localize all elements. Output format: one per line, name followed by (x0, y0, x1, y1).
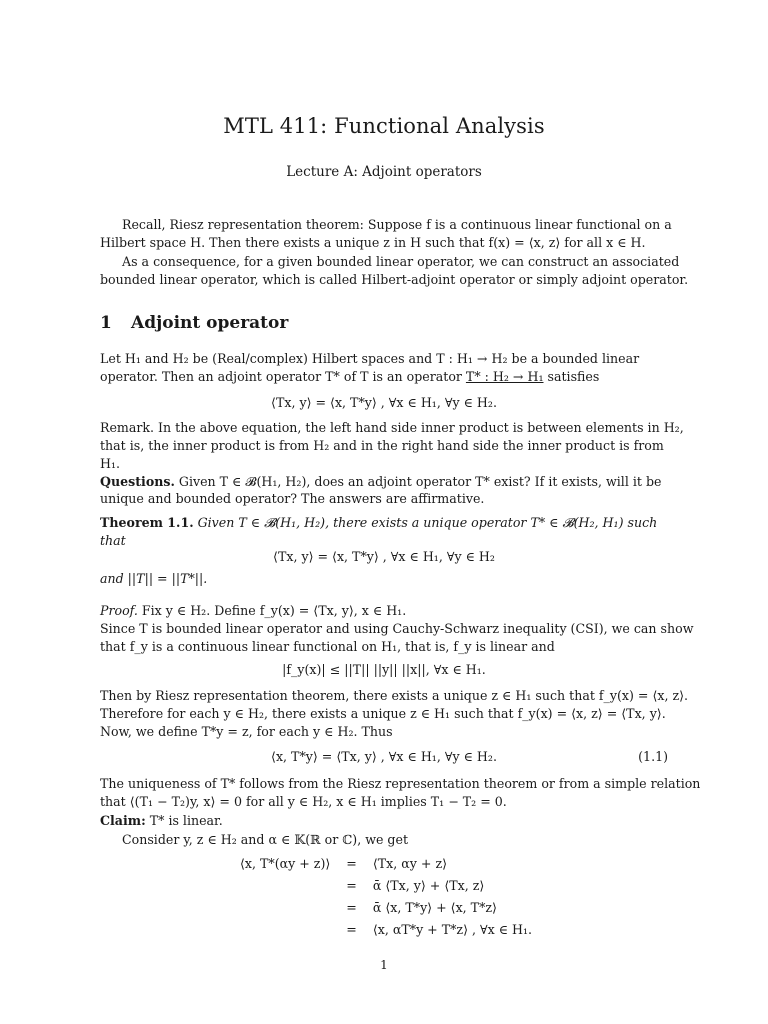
derivation-row (236, 852, 536, 874)
derivation-lhs (236, 874, 342, 896)
derivation-rhs: ᾱ ⟨Tx, y⟩ + ⟨Tx, z⟩ (372, 877, 485, 893)
section-heading (100, 313, 288, 333)
questions-line: unique and bounded operator? The answers are affirmative. (100, 491, 485, 506)
derivation-row (236, 874, 536, 896)
intro-line: As a consequence, for a given bounded linear operator, we can construct an associated (122, 254, 680, 269)
remark-line: Remark. In the above equation, the left hand side inner product is between elements in H₂, (100, 420, 684, 435)
remark-line: that is, the inner product is from H₂ and in the right hand side the inner product is from (100, 438, 664, 453)
proof-label: Proof. (100, 603, 138, 618)
proof-line: that ⟨(T₁ − T₂)y, x⟩ = 0 for all y ∈ H₂, x ∈ H₁ implies T₁ − T₂ = 0. (100, 794, 507, 809)
page-title: MTL 411: Functional Analysis (223, 114, 545, 138)
theorem-line: that (100, 533, 126, 548)
linearity-derivation (236, 852, 536, 940)
derivation-rhs: ᾱ ⟨x, T*y⟩ + ⟨x, T*z⟩ (372, 899, 497, 915)
page-number: 1 (380, 958, 388, 972)
claim-line (100, 812, 668, 830)
proof-line (100, 602, 668, 620)
derivation-relation: = (346, 855, 357, 871)
derivation-row (236, 896, 536, 918)
derivation-relation: = (346, 899, 357, 915)
section-number: 1 (100, 313, 112, 333)
equation-body: ⟨x, T*y⟩ = ⟨Tx, y⟩ , ∀x ∈ H₁, ∀y ∈ H₂. (271, 749, 497, 764)
definition-text: satisfies (543, 369, 600, 384)
theorem-text: Given T ∈ 𝓑(H₁, H₂), there exists a unique operator T* ∈ 𝓑(H₂, H₁) such (193, 515, 658, 530)
claim-label: Claim: (100, 813, 146, 828)
section-title: Adjoint operator (131, 313, 289, 333)
derivation-lhs (236, 896, 342, 918)
derivation-relation: = (346, 877, 357, 893)
questions-label: Questions. (100, 474, 175, 489)
proof-line: Since T is bounded linear operator and using Cauchy-Schwarz inequality (CSI), we can show (100, 621, 694, 636)
proof-line: Then by Riesz representation theorem, there exists a unique z ∈ H₁ such that f_y(x) = ⟨x, z⟩. (100, 688, 689, 703)
derivation-lhs: ⟨x, T*(αy + z)⟩ (240, 855, 331, 871)
definition-line (100, 368, 668, 386)
intro-line: Hilbert space H. Then there exists a unique z in H such that f(x) = ⟨x, z⟩ for all x ∈ H. (100, 235, 646, 250)
intro-line: Recall, Riesz representation theorem: Suppose f is a continuous linear functional on a (122, 217, 672, 232)
bound-inequality: |f_y(x)| ≤ ||T|| ||y|| ||x||, ∀x ∈ H₁. (282, 662, 486, 677)
proof-line: that f_y is a continuous linear functional on H₁, that is, f_y is linear and (100, 639, 555, 654)
lecture-subtitle: Lecture A: Adjoint operators (286, 164, 482, 180)
theorem-label: Theorem 1.1. (100, 515, 194, 530)
definition-line: Let H₁ and H₂ be (Real/complex) Hilbert spaces and T : H₁ → H₂ be a bounded linear (100, 351, 640, 366)
intro-line: bounded linear operator, which is called Hilbert-adjoint operator or simply adjoint operator. (100, 272, 689, 287)
proof-line: The uniqueness of T* follows from the Riesz representation theorem or from a simple relation (100, 776, 701, 791)
derivation-rhs: ⟨x, αT*y + T*z⟩ , ∀x ∈ H₁. (372, 921, 533, 937)
claim-text: T* is linear. (145, 813, 223, 828)
proof-line: Now, we define T*y = z, for each y ∈ H₂. Thus (100, 724, 393, 739)
definition-text: operator. Then an adjoint operator T* of T is an operator (100, 369, 466, 384)
adjoint-mapping: T* : H₂ → H₁ (465, 369, 544, 384)
theorem-equation: ⟨Tx, y⟩ = ⟨x, T*y⟩ , ∀x ∈ H₁, ∀y ∈ H₂ (273, 549, 495, 564)
proof-text: Fix y ∈ H₂. Define f_y(x) = ⟨Tx, y⟩, x ∈ H₁. (137, 603, 407, 618)
questions-text: Given T ∈ 𝓑(H₁, H₂), does an adjoint operator T* exist? If it exists, will it be (174, 474, 662, 489)
theorem-line (100, 514, 668, 532)
remark-line: H₁. (100, 456, 121, 471)
derivation-row (236, 918, 536, 940)
questions-line (100, 473, 668, 491)
proof-line: Therefore for each y ∈ H₂, there exists a unique z ∈ H₁ such that f_y(x) = ⟨x, z⟩ = ⟨Tx, y⟩. (100, 706, 666, 721)
derivation-relation: = (346, 921, 357, 937)
theorem-line: and ||T|| = ||T*||. (100, 571, 208, 586)
claim-line: Consider y, z ∈ H₂ and α ∈ 𝕂(ℝ or ℂ), we get (122, 832, 409, 847)
derivation-rhs: ⟨Tx, αy + z⟩ (372, 855, 447, 871)
equation-number: (1.1) (638, 749, 668, 764)
adjoint-equation: ⟨Tx, y⟩ = ⟨x, T*y⟩ , ∀x ∈ H₁, ∀y ∈ H₂. (271, 395, 497, 410)
derivation-lhs (236, 918, 342, 940)
equation-1-1 (100, 749, 668, 764)
